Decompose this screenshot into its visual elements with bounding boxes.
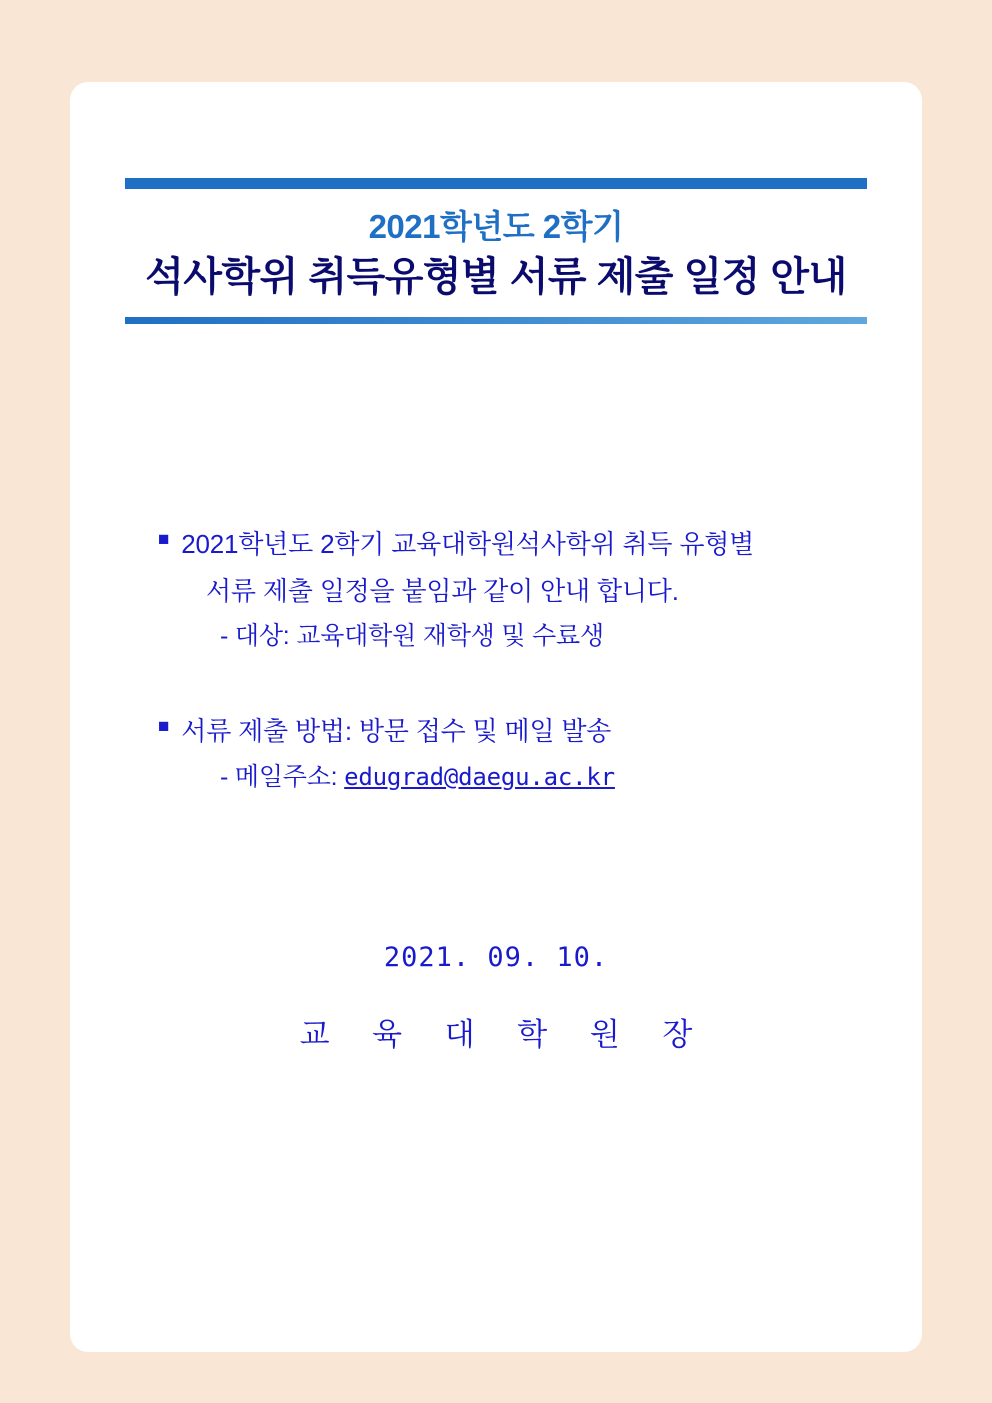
square-bullet-icon: ■ — [158, 716, 170, 738]
email-link[interactable]: edugrad@daegu.ac.kr — [344, 762, 615, 791]
document-date: 2021. 09. 10. — [383, 942, 609, 973]
section-1-bullet-row — [158, 522, 958, 568]
section-2-line1: 서류 제출 방법: 방문 접수 및 메일 발송 — [181, 716, 612, 747]
square-bullet-icon: ■ — [158, 529, 170, 550]
section-2-bullet-row — [158, 709, 958, 755]
section-1-sub: - 대상: 교육대학원 재학생 및 수료생 — [220, 622, 604, 651]
page-title-line2: 석사학위 취득유형별 서류 제출 일정 안내 — [145, 255, 847, 300]
document-issuer: 교 육 대 학 원 장 — [299, 1017, 710, 1052]
page-title-line1: 2021학년도 2학기 — [368, 208, 624, 245]
document-body — [158, 522, 958, 812]
section-spacer — [158, 671, 958, 709]
section-1-line2: 서류 제출 일정을 붙임과 같이 안내 합니다. — [206, 575, 679, 606]
section-2 — [158, 709, 958, 800]
title-bottom-rule — [125, 317, 867, 324]
section-2-sub-prefix: - 메일주소: — [220, 762, 338, 791]
section-2-sub — [220, 755, 958, 800]
section-1 — [158, 522, 958, 659]
title-top-rule — [125, 178, 867, 189]
document-page — [70, 82, 922, 1352]
document-title-block — [125, 178, 867, 324]
section-1-line1: 2021학년도 2학기 교육대학원석사학위 취득 유형별 — [181, 529, 755, 559]
signature-block — [70, 942, 922, 1054]
title-text-wrap — [125, 189, 867, 317]
